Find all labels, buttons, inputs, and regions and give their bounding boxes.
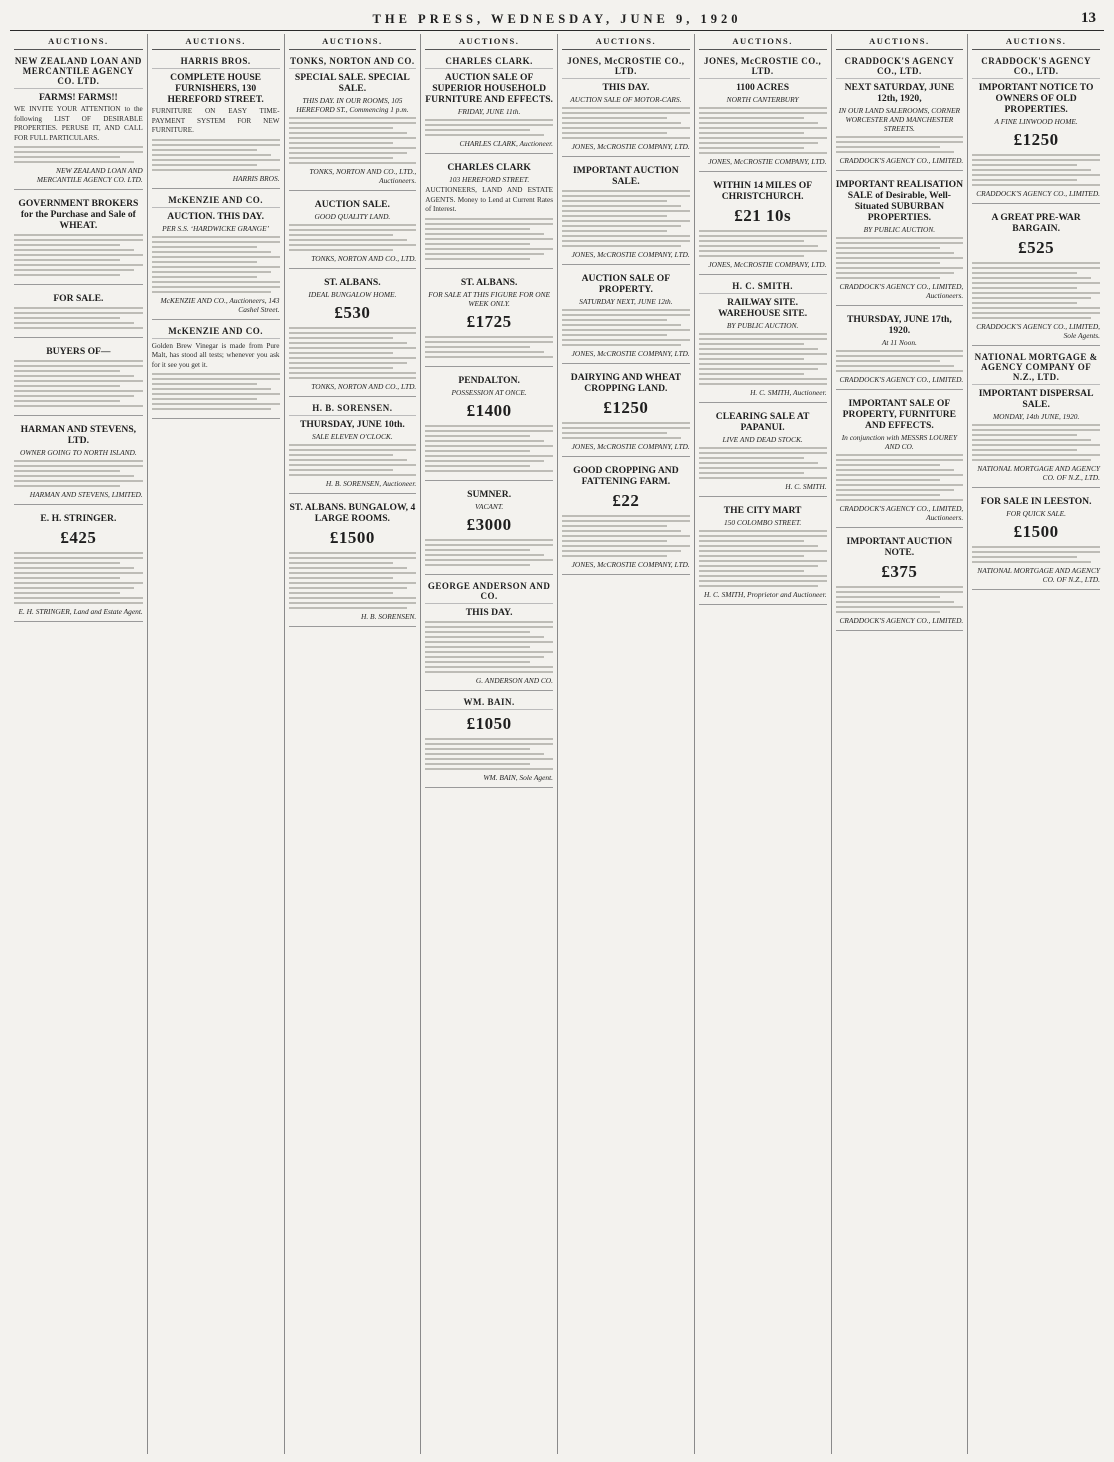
advert-headline: NEXT SATURDAY, JUNE 12th, 1920, [844,82,955,105]
advert-headline: THE CITY MART [723,505,802,517]
advert-subheading: AUCTION SALE OF MOTOR-CARS. [570,95,682,105]
advert-subheading: GOOD QUALITY LAND. [314,212,391,222]
advert-signature: JONES, McCROSTIE COMPANY, LTD. [571,349,690,359]
advert-subheading: SALE ELEVEN O'CLOCK. [312,432,393,442]
small-print-lines [425,218,553,260]
advert-headline: BUYERS OF— [46,346,111,358]
advert-signature: H. B. SORENSEN. [361,612,417,622]
advert-price: £1250 [603,398,649,418]
advert-headline: FOR SALE IN LEESTON. [980,496,1092,508]
column-header: AUCTIONS. [836,34,964,50]
advert-subheading: FOR SALE AT THIS FIGURE FOR ONE WEEK ONLY. [428,289,551,308]
advert-signature: NATIONAL MORTGAGE AND AGENCY CO. OF N.Z., LTD. [977,566,1100,585]
small-print-lines [425,119,553,136]
advert-headline: RAILWAY SITE. WAREHOUSE SITE. [718,297,808,320]
advert-headline: DAIRYING AND WHEAT CROPPING LAND. [570,372,681,395]
small-print-lines [562,422,690,439]
advert-signature: HARMAN AND STEVENS, LIMITED. [29,490,143,500]
advert-headline: HARMAN AND STEVENS, LTD. [20,424,137,447]
advert-block [14,193,143,285]
advert-block [152,323,280,420]
advert-price: £1500 [329,528,375,548]
small-print-lines [562,309,690,346]
advert-signature: JONES, McCROSTIE COMPANY, LTD. [571,442,690,452]
advert-block [425,157,553,269]
advert-block [289,194,417,269]
advert-subheading: In conjunction with MESSRS LOUREY AND CO. [841,433,958,452]
small-print-lines [562,107,690,139]
advert-subheading: POSSESSION AT ONCE. [451,387,527,397]
advert-signature: CRADDOCK'S AGENCY CO., LIMITED, Auctioneers. [839,504,964,523]
advertiser-name: CHARLES CLARK. [425,56,553,69]
advert-signature: CRADDOCK'S AGENCY CO., LIMITED. [839,616,964,626]
advert-signature: WM. BAIN, Sole Agent. [483,772,553,782]
advertiser-name: GEORGE ANDERSON AND CO. [425,581,553,604]
small-print-lines [836,237,964,279]
advert-subheading: FRIDAY, JUNE 11th. [457,107,521,117]
advert-price: £3000 [466,514,512,534]
advert-signature: H. C. SMITH, Auctioneer. [750,388,827,398]
advert-subheading: FOR QUICK SALE. [1006,509,1066,519]
advert-block [289,53,417,191]
column-header: AUCTIONS. [425,34,553,50]
advert-subheading: BY PUBLIC AUCTION. [726,321,799,331]
advert-signature: CRADDOCK'S AGENCY CO., LIMITED. [976,189,1100,199]
advert-signature: McKENZIE AND CO., Auctioneers, 143 Cashel Street. [160,295,280,314]
column-header: AUCTIONS. [562,34,690,50]
small-print-lines [289,224,417,251]
advert-block [14,53,143,190]
small-print-lines [972,546,1100,563]
advert-headline: GOOD CROPPING AND FATTENING FARM. [573,465,679,488]
small-print-lines [562,190,690,247]
advert-signature: JONES, McCROSTIE COMPANY, LTD. [708,260,827,270]
advertiser-name: H. B. SORENSEN. [289,403,417,416]
advert-price: £530 [334,303,371,323]
advert-block [699,278,827,403]
advert-block [562,367,690,457]
advert-headline: PENDALTON. [458,374,520,386]
masthead [10,8,1104,31]
advert-price: £425 [60,528,97,548]
advert-subheading: OWNER GOING TO NORTH ISLAND. [20,448,137,458]
advert-block [289,497,417,627]
advert-headline: A GREAT PRE-WAR BARGAIN. [991,212,1081,235]
advert-block [836,174,964,306]
advertiser-name: JONES, McCROSTIE CO., LTD. [562,56,690,79]
advert-signature: TONKS, NORTON AND CO., LTD., Auctioneers. [309,167,417,186]
small-print-lines [289,327,417,379]
small-print-lines [699,333,827,385]
advert-price: £1400 [466,400,512,420]
advert-headline: ST. ALBANS. [324,277,381,289]
advert-signature: CRADDOCK'S AGENCY CO., LIMITED, Sole Agents. [976,322,1100,341]
advert-block [699,500,827,605]
advert-subheading: PER S.S. ‘HARDWICKE GRANGE’ [162,223,270,233]
advert-headline: THURSDAY, JUNE 10th. [299,419,405,431]
advert-price: £21 10s [734,206,792,226]
column-8 [967,34,1104,1454]
advert-subheading: LIVE AND DEAD STOCK. [722,435,803,445]
advert-headline: AUCTION SALE. [314,199,390,211]
column-header: AUCTIONS. [14,34,143,50]
small-print-lines [699,107,827,154]
advert-signature: TONKS, NORTON AND CO., LTD. [311,382,417,392]
advert-block [152,192,280,320]
advert-subheading: 150 COLOMBO STREET. [723,518,802,528]
column-1 [10,34,147,1454]
advert-signature: JONES, McCROSTIE COMPANY, LTD. [571,560,690,570]
advert-block [14,419,143,505]
advert-headline: SUMNER. [467,488,512,500]
advert-block [289,400,417,494]
advert-signature: NATIONAL MORTGAGE AND AGENCY CO. OF N.Z., LTD. [977,464,1100,483]
small-print-lines [289,444,417,476]
advert-body: WE INVITE YOUR ATTENTION to the following LIST OF DESIRABLE PROPERTIES. PERUSE IT, AND CALL FOR FULL PARTICULARS. [14,105,143,142]
column-header: AUCTIONS. [972,34,1100,50]
column-5 [557,34,694,1454]
small-print-lines [14,146,143,163]
small-print-lines [699,530,827,587]
small-print-lines [972,262,1100,319]
advert-headline: ST. ALBANS. [460,276,518,288]
advert-subheading: NORTH CANTERBURY [726,95,799,105]
advertiser-name: WM. BAIN. [425,697,553,710]
advert-block [699,175,827,275]
advertiser-name: CRADDOCK'S AGENCY CO., LTD. [972,56,1100,79]
small-print-lines [836,454,964,501]
small-print-lines [425,425,553,472]
advertiser-name: CRADDOCK'S AGENCY CO., LTD. [836,56,964,79]
advert-headline: E. H. STRINGER. [40,513,117,525]
advert-headline: FARMS! FARMS!! [38,92,118,103]
page-number: 13 [1081,10,1096,26]
small-print-lines [425,738,553,770]
advert-headline: FOR SALE. [53,293,104,305]
small-print-lines [836,586,964,613]
advert-block [14,341,143,416]
advert-subheading: MONDAY, 14th JUNE, 1920. [992,412,1080,422]
advert-block [14,508,143,622]
advertiser-name: NEW ZEALAND LOAN AND MERCANTILE AGENCY CO. LTD. [14,56,143,89]
advert-price: £1725 [466,311,512,331]
advert-headline: 1100 ACRES [736,82,790,93]
advert-block [972,349,1100,488]
advert-headline: IMPORTANT AUCTION SALE. [573,165,679,188]
advert-body: FURNITURE ON EASY TIME-PAYMENT SYSTEM FOR NEW FURNITURE. [151,107,280,135]
columns [10,34,1104,1454]
advert-signature: H. C. SMITH. [785,482,827,492]
advert-subheading: At 11 Noon. [881,338,917,348]
advert-signature: JONES, McCROSTIE COMPANY, LTD. [571,142,690,152]
advert-signature: CRADDOCK'S AGENCY CO., LIMITED, Auctioneers. [839,282,964,301]
advert-body: AUCTIONEERS, LAND AND ESTATE AGENTS. Money to Lend at Current Rates of Interest. [425,186,553,214]
column-4 [420,34,557,1454]
small-print-lines [699,447,827,479]
advertiser-name: NATIONAL MORTGAGE & AGENCY COMPANY OF N.Z., LTD. [972,352,1100,385]
column-2 [147,34,284,1454]
advert-body: Golden Brew Vinegar is made from Pure Malt, has stood all tests; whenever you ask for it see you get it. [151,341,280,369]
advert-block [972,491,1100,590]
masthead-title: THE PRESS, WEDNESDAY, JUNE 9, 1920 [372,11,742,26]
column-6 [694,34,831,1454]
advert-block [836,309,964,390]
advert-headline: COMPLETE HOUSE FURNISHERS, 130 HEREFORD STREET. [167,72,264,106]
advert-headline: THIS DAY. [602,82,650,93]
advert-signature: CHARLES CLARK, Auctioneer. [459,139,553,149]
advert-block [425,694,553,788]
small-print-lines [152,139,280,171]
advert-price: £1250 [1013,130,1059,150]
advert-block [425,53,553,154]
small-print-lines [425,621,553,673]
small-print-lines [14,360,143,407]
column-header: AUCTIONS. [699,34,827,50]
advert-block [562,53,690,157]
advert-block [972,207,1100,346]
advert-block [425,484,553,575]
advert-signature: NEW ZEALAND LOAN AND MERCANTILE AGENCY CO. LTD. [36,166,143,185]
advert-headline: GOVERNMENT BROKERS for the Purchase and Sale of WHEAT. [18,198,139,232]
small-print-lines [972,154,1100,186]
advert-block [836,53,964,171]
column-7 [831,34,968,1454]
small-print-lines [14,234,143,276]
column-header: AUCTIONS. [152,34,280,50]
small-print-lines [289,552,417,609]
advertiser-name: McKENZIE AND CO. [152,195,280,208]
column-header: AUCTIONS. [289,34,417,50]
advert-price: £1500 [1013,522,1059,542]
advert-subheading: IDEAL BUNGALOW HOME. [308,290,397,300]
advert-headline: SPECIAL SALE. SPECIAL SALE. [294,72,410,95]
advert-signature: G. ANDERSON AND CO. [475,675,553,685]
advert-block [425,370,553,481]
advertiser-name: McKENZIE AND CO. [152,326,280,339]
advert-signature: JONES, McCROSTIE COMPANY, LTD. [571,250,690,260]
advert-headline: AUCTION. THIS DAY. [167,210,264,222]
advert-signature: H. B. SORENSEN, Auctioneer. [325,479,417,489]
advert-price: £1050 [466,713,512,733]
advert-price: £525 [1018,238,1055,258]
advertiser-name: H. C. SMITH. [699,281,827,294]
advert-headline: AUCTION SALE OF PROPERTY. [581,273,671,296]
advert-block [562,268,690,364]
small-print-lines [14,552,143,604]
advert-block [836,393,964,528]
advert-subheading: VACANT. [474,501,504,511]
advert-price: £375 [881,562,918,582]
advert-subheading: THIS DAY. IN OUR ROOMS, 105 HEREFORD ST., Commencing 1 p.m. [296,96,409,115]
advert-price: £22 [612,491,640,511]
advert-block [14,288,143,338]
advert-subheading: 103 HEREFORD STREET. [449,175,530,185]
advert-headline: WITHIN 14 MILES OF CHRISTCHURCH. [713,180,813,203]
advert-block [699,406,827,497]
advert-block [836,531,964,631]
advert-headline: CHARLES CLARK [447,162,531,174]
small-print-lines [972,424,1100,461]
advertiser-name: TONKS, NORTON AND CO. [289,56,417,69]
advert-signature: JONES, McCROSTIE COMPANY, LTD. [708,157,827,167]
column-3 [284,34,421,1454]
advert-signature: TONKS, NORTON AND CO., LTD. [311,254,417,264]
advert-headline: THURSDAY, JUNE 17th, 1920. [846,314,952,337]
advert-block [562,460,690,575]
advert-block [972,53,1100,204]
small-print-lines [152,373,280,410]
advert-headline: IMPORTANT AUCTION NOTE. [846,536,953,559]
advert-subheading: BY PUBLIC AUCTION. [863,225,936,235]
advert-signature: CRADDOCK'S AGENCY CO., LIMITED. [839,375,964,385]
small-print-lines [425,336,553,358]
advert-block [425,578,553,691]
advert-headline: THIS DAY. [465,606,513,618]
advert-headline: IMPORTANT SALE OF PROPERTY, FURNITURE AND EFFECTS. [842,398,957,432]
small-print-lines [289,117,417,164]
advert-subheading: SATURDAY NEXT, JUNE 12th. [579,297,673,307]
advert-headline: CLEARING SALE AT PAPANUI. [715,411,810,434]
advert-headline: IMPORTANT DISPERSAL SALE. [978,388,1094,411]
small-print-lines [836,136,964,153]
advert-signature: CRADDOCK'S AGENCY CO., LIMITED. [839,156,964,166]
advert-block [699,53,827,172]
small-print-lines [14,307,143,329]
advert-headline: AUCTION SALE OF SUPERIOR HOUSEHOLD FURNITURE AND EFFECTS. [425,72,553,106]
advert-subheading: A FINE LINWOOD HOME. [994,117,1078,127]
small-print-lines [562,515,690,557]
advert-block [289,272,417,397]
advertiser-name: HARRIS BROS. [152,56,280,69]
advert-headline: IMPORTANT NOTICE TO OWNERS OF OLD PROPERTIES. [978,82,1094,116]
advert-block [562,160,690,265]
advert-headline: ST. ALBANS. BUNGALOW, 4 LARGE ROOMS. [289,502,416,525]
small-print-lines [425,539,553,566]
small-print-lines [14,460,143,487]
advert-block [425,272,553,367]
advert-block [152,53,280,189]
small-print-lines [699,230,827,257]
advert-signature: E. H. STRINGER, Land and Estate Agent. [18,607,143,617]
small-print-lines [152,236,280,293]
advert-subheading: IN OUR LAND SALEROOMS, CORNER WORCESTER AND MANCHESTER STREETS. [838,106,961,134]
advertiser-name: JONES, McCROSTIE CO., LTD. [699,56,827,79]
advert-headline: IMPORTANT REALISATION SALE of Desirable, Well-Situated SUBURBAN PROPERTIES. [835,179,964,224]
advert-signature: HARRIS BROS. [232,173,280,183]
small-print-lines [836,350,964,372]
advert-signature: H. C. SMITH, Proprietor and Auctioneer. [703,590,827,600]
